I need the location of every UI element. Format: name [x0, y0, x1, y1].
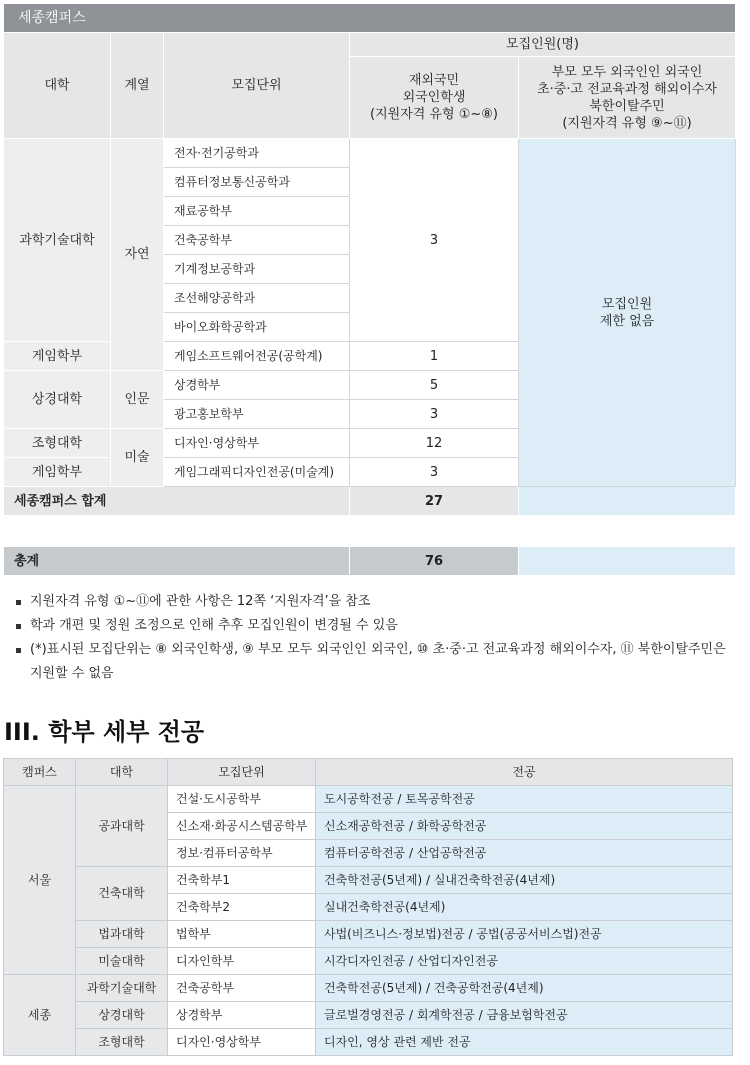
major-cell: 신소재공학전공 / 화학공학전공: [316, 813, 733, 840]
note-item: 지원자격 유형 ①~⑪에 관한 사항은 12쪽 ‘지원자격’을 참조: [14, 590, 739, 614]
quota-cell: 3: [350, 400, 519, 429]
unit-cell: 신소재·화공시스템공학부: [168, 813, 316, 840]
header-unit: 모집단위: [168, 759, 316, 786]
quota-cell: 3: [350, 139, 519, 342]
college-cell: 조형대학: [76, 1029, 168, 1056]
quota-cell: 3: [350, 458, 519, 487]
note-item: (*)표시된 모집단위는 ⑧ 외국인학생, ⑨ 부모 모두 외국인인 외국인, ⑩ 초·중·고 전교육과정 해외이수자, ⑪ 북한이탈주민은 지원할 수 없음: [14, 638, 739, 686]
major-cell: 사법(비즈니스·정보법)전공 / 공법(공공서비스법)전공: [316, 921, 733, 948]
total-label: 총계: [4, 547, 350, 576]
college-cell: 법과대학: [76, 921, 168, 948]
unit-cell: 전자·전기공학과: [164, 139, 350, 168]
grand-total-row: [3, 546, 736, 576]
recruitment-table-sejong: [3, 3, 736, 516]
major-detail-table: [3, 758, 733, 1056]
quota-cell: 5: [350, 371, 519, 400]
header-col-b: 부모 모두 외국인인 외국인 초·중·고 전교육과정 해외이수자 북한이탈주민 (지원자격 유형 ⑨~⑪): [519, 57, 736, 139]
header-quota: 모집인원(명): [350, 33, 736, 57]
college-cell: 과학기술대학: [4, 139, 111, 342]
total-value: 76: [350, 547, 519, 576]
field-cell: 인문: [111, 371, 164, 429]
unit-cell: 바이오화학공학과: [164, 313, 350, 342]
campus-cell: 서울: [4, 786, 76, 975]
college-cell: 공과대학: [76, 786, 168, 867]
header-campus: 캠퍼스: [4, 759, 76, 786]
major-cell: 건축학전공(5년제) / 실내건축학전공(4년제): [316, 867, 733, 894]
unit-cell: 건축학부2: [168, 894, 316, 921]
campus-cell: 세종: [4, 975, 76, 1056]
unit-cell: 디자인·영상학부: [168, 1029, 316, 1056]
quota-cell: 1: [350, 342, 519, 371]
quota-cell: 12: [350, 429, 519, 458]
major-cell: 시각디자인전공 / 산업디자인전공: [316, 948, 733, 975]
unit-cell: 재료공학부: [164, 197, 350, 226]
unit-cell: 건축학부1: [168, 867, 316, 894]
college-cell: 조형대학: [4, 429, 111, 458]
college-cell: 과학기술대학: [76, 975, 168, 1002]
unit-cell: 게임소프트웨어전공(공학계): [164, 342, 350, 371]
major-cell: 디자인, 영상 관련 제반 전공: [316, 1029, 733, 1056]
major-cell: 실내건축학전공(4년제): [316, 894, 733, 921]
campus-title: 세종캠퍼스: [4, 4, 736, 33]
field-cell: 미술: [111, 429, 164, 487]
subtotal-value: 27: [350, 487, 519, 516]
college-cell: 미술대학: [76, 948, 168, 975]
notes-list: [14, 590, 739, 686]
total-empty: [519, 547, 736, 576]
field-cell: 자연: [111, 139, 164, 371]
header-col-a: 재외국민 외국인학생 (지원자격 유형 ①~⑧): [350, 57, 519, 139]
unit-cell: 게임그래픽디자인전공(미술계): [164, 458, 350, 487]
header-college: 대학: [76, 759, 168, 786]
college-cell: 게임학부: [4, 458, 111, 487]
header-unit: 모집단위: [164, 33, 350, 139]
quota-unlimited-cell: 모집인원 제한 없음: [519, 139, 736, 487]
unit-cell: 법학부: [168, 921, 316, 948]
unit-cell: 조선해양공학과: [164, 284, 350, 313]
college-cell: 게임학부: [4, 342, 111, 371]
header-major: 전공: [316, 759, 733, 786]
college-cell: 상경대학: [76, 1002, 168, 1029]
subtotal-label: 세종캠퍼스 합계: [4, 487, 350, 516]
header-field: 계열: [111, 33, 164, 139]
unit-cell: 건축공학부: [168, 975, 316, 1002]
unit-cell: 상경학부: [168, 1002, 316, 1029]
note-item: 학과 개편 및 정원 조정으로 인해 추후 모집인원이 변경될 수 있음: [14, 614, 739, 638]
unit-cell: 디자인학부: [168, 948, 316, 975]
college-cell: 상경대학: [4, 371, 111, 429]
college-cell: 건축대학: [76, 867, 168, 921]
unit-cell: 건축공학부: [164, 226, 350, 255]
major-cell: 건축학전공(5년제) / 건축공학전공(4년제): [316, 975, 733, 1002]
section-title: III. 학부 세부 전공: [4, 718, 205, 746]
major-cell: 도시공학전공 / 토목공학전공: [316, 786, 733, 813]
unit-cell: 정보·컴퓨터공학부: [168, 840, 316, 867]
unit-cell: 건설·도시공학부: [168, 786, 316, 813]
unit-cell: 상경학부: [164, 371, 350, 400]
unit-cell: 디자인·영상학부: [164, 429, 350, 458]
subtotal-empty: [519, 487, 736, 516]
major-cell: 컴퓨터공학전공 / 산업공학전공: [316, 840, 733, 867]
unit-cell: 광고홍보학부: [164, 400, 350, 429]
header-college: 대학: [4, 33, 111, 139]
unit-cell: 기계정보공학과: [164, 255, 350, 284]
unit-cell: 컴퓨터정보통신공학과: [164, 168, 350, 197]
major-cell: 글로벌경영전공 / 회계학전공 / 금융보험학전공: [316, 1002, 733, 1029]
